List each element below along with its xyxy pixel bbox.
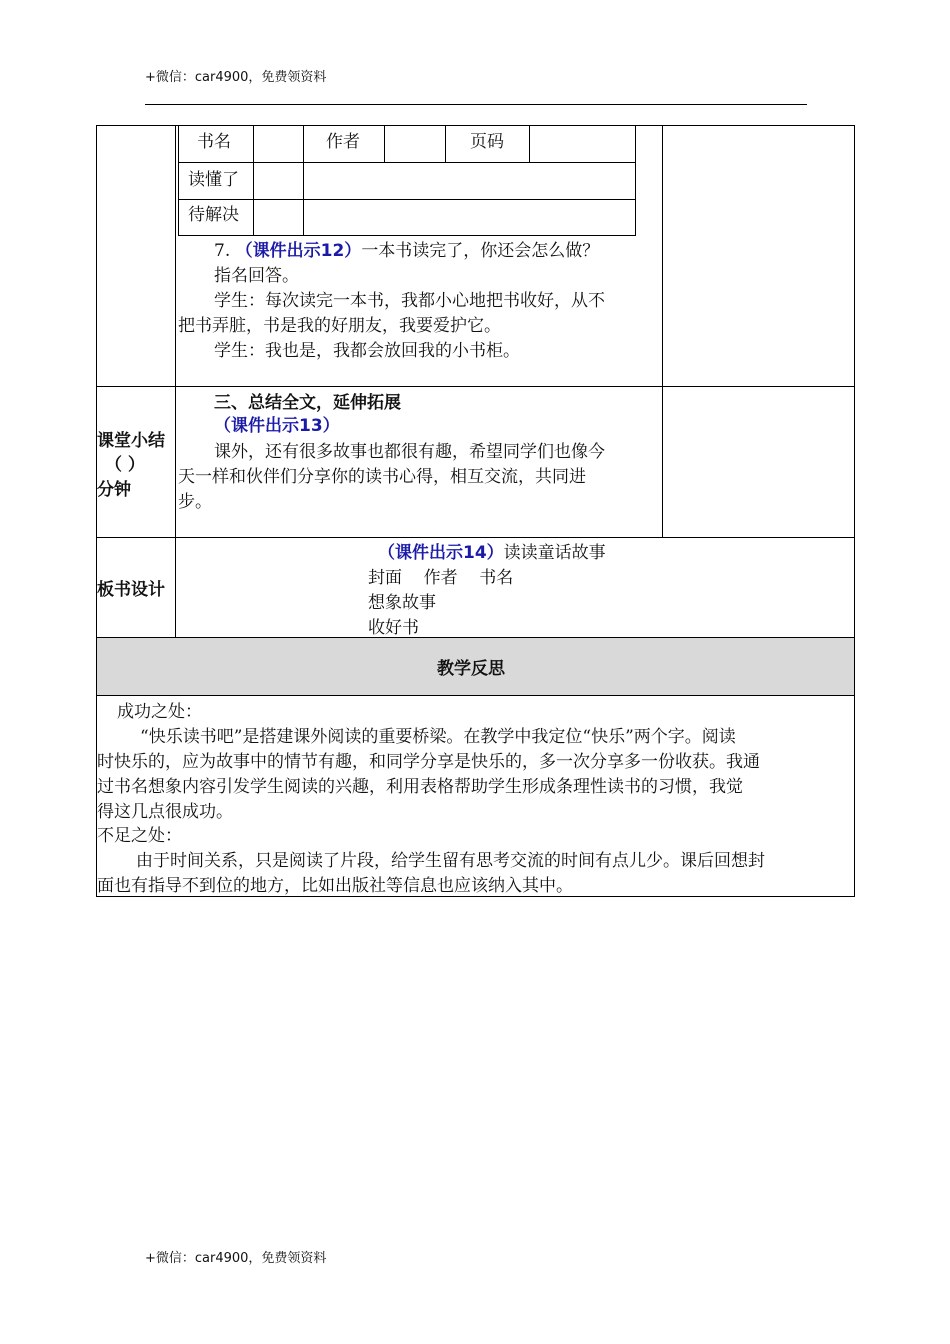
board-line-3: 收好书 bbox=[368, 618, 419, 638]
reflection-p6: 面也有指导不到位的地方，比如出版社等信息也应该纳入其中。 bbox=[97, 876, 573, 896]
inner-col-divider-2 bbox=[303, 126, 304, 236]
summary-text-1: 课外，还有很多故事也都很有趣，希望同学们也像今 bbox=[214, 442, 605, 462]
board-title: 读读童话故事 bbox=[503, 543, 606, 563]
lack-label: 不足之处： bbox=[97, 826, 182, 846]
courseware-tag-12: （课件出示12） bbox=[235, 241, 362, 261]
board-title-line bbox=[378, 541, 606, 566]
header-watermark: +微信：car4900，免费领资料 bbox=[145, 70, 327, 85]
reflection-p3: 过书名想象内容引发学生阅读的兴趣，利用表格帮助学生形成条理性读书的习惯，我觉 bbox=[97, 777, 743, 797]
question-7 bbox=[214, 239, 599, 264]
footer-watermark: +微信：car4900，免费领资料 bbox=[145, 1251, 327, 1266]
student-answer-2: 学生：我也是，我都会放回我的小书柜。 bbox=[214, 341, 520, 361]
inner-col-divider-1 bbox=[253, 126, 254, 236]
row-divider-4 bbox=[96, 695, 855, 696]
success-label: 成功之处： bbox=[117, 702, 202, 722]
row-divider-1 bbox=[96, 386, 855, 387]
inner-row-divider-1 bbox=[178, 162, 636, 163]
student-answer-1b: 把书弄脏，书是我的好朋友，我要爱护它。 bbox=[178, 316, 501, 336]
cell-pages: 页码 bbox=[470, 132, 504, 152]
summary-minutes-blank: （ ） bbox=[105, 455, 145, 475]
courseware-tag-14: （课件出示14） bbox=[378, 543, 504, 563]
summary-minutes-label: 分钟 bbox=[97, 480, 131, 500]
cell-understood: 读懂了 bbox=[188, 170, 239, 190]
reflection-header: 教学反思 bbox=[437, 659, 505, 679]
reflection-p5: 由于时间关系，只是阅读了片段，给学生留有思考交流的时间有点儿少。课后回想封 bbox=[136, 851, 765, 871]
inner-row-divider-2 bbox=[178, 199, 636, 200]
board-design-label: 板书设计 bbox=[97, 580, 165, 600]
row-divider-2 bbox=[96, 537, 855, 538]
inner-col-divider-4 bbox=[445, 126, 446, 162]
board-line-1: 封面 作者 书名 bbox=[368, 568, 514, 588]
question-7-text: 一本书读完了，你还会怎么做？ bbox=[361, 241, 600, 261]
reflection-p1: “快乐读书吧”是搭建课外阅读的重要桥梁。在教学中我定位“快乐”两个字。阅读 bbox=[140, 727, 736, 747]
reflection-p2: 时快乐的，应为故事中的情节有趣，和同学分享是快乐的，多一次分享多一份收获。我通 bbox=[97, 752, 760, 772]
answer-prompt: 指名回答。 bbox=[214, 266, 299, 286]
summary-label: 课堂小结 bbox=[97, 431, 165, 451]
reflection-p4: 得这几点很成功。 bbox=[97, 802, 233, 822]
header-rule bbox=[145, 104, 807, 105]
cell-author: 作者 bbox=[326, 132, 360, 152]
student-answer-1a: 学生：每次读完一本书，我都小心地把书收好，从不 bbox=[214, 291, 605, 311]
courseware-tag-13: （课件出示13） bbox=[214, 416, 340, 436]
col-divider-2 bbox=[662, 125, 663, 537]
cell-to-solve: 待解决 bbox=[188, 205, 239, 225]
inner-col-divider-5 bbox=[529, 126, 530, 162]
cell-book-name: 书名 bbox=[197, 132, 231, 152]
summary-text-2: 天一样和伙伴们分享你的读书心得，相互交流，共同进 bbox=[178, 467, 586, 487]
col-divider-1 bbox=[175, 125, 176, 637]
summary-text-3: 步。 bbox=[178, 492, 212, 512]
question-7-number: 7. bbox=[214, 241, 231, 261]
reading-record-table bbox=[178, 126, 636, 236]
inner-col-divider-3 bbox=[384, 126, 385, 162]
summary-heading: 三、总结全文，延伸拓展 bbox=[214, 393, 401, 413]
board-line-2: 想象故事 bbox=[368, 593, 436, 613]
